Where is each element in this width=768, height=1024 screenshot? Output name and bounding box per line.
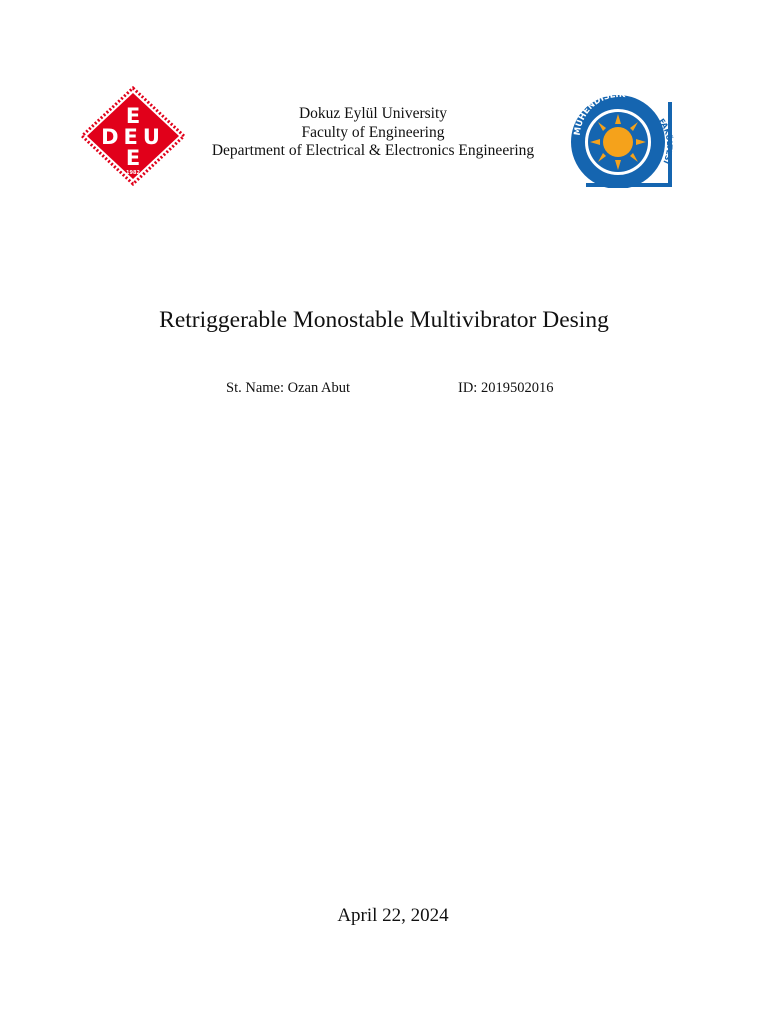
report-date: April 22, 2024 — [337, 905, 449, 926]
student-name-field — [226, 378, 350, 398]
muhendislik-fakultesi-logo-icon — [566, 90, 674, 188]
deu-logo-icon — [80, 86, 186, 186]
student-id-value: 2019502016 — [480, 380, 554, 396]
student-name-label: St. Name: — [226, 380, 284, 396]
svg-text:MÜHENDİSLİK: MÜHENDİSLİK — [572, 90, 626, 137]
university-name: Dokuz Eylül University — [298, 105, 448, 122]
institution-header — [190, 105, 556, 161]
svg-text:E: E — [125, 146, 141, 170]
department-name: Department of Electrical & Electronics Engineering — [211, 142, 535, 159]
faculty-name: Faculty of Engineering — [301, 123, 445, 141]
svg-text:FAKÜLTESİ: FAKÜLTESİ — [656, 116, 674, 166]
svg-text:DEU: DEU — [101, 125, 165, 149]
student-id-label: ID: — [458, 380, 478, 396]
student-id-field — [458, 378, 553, 398]
report-title: Retriggerable Monostable Multivibrator Desing — [159, 307, 609, 333]
student-name-value: Ozan Abut — [287, 380, 351, 396]
student-info — [0, 378, 768, 398]
svg-text:E: E — [125, 104, 141, 128]
svg-text:1982: 1982 — [126, 170, 140, 176]
